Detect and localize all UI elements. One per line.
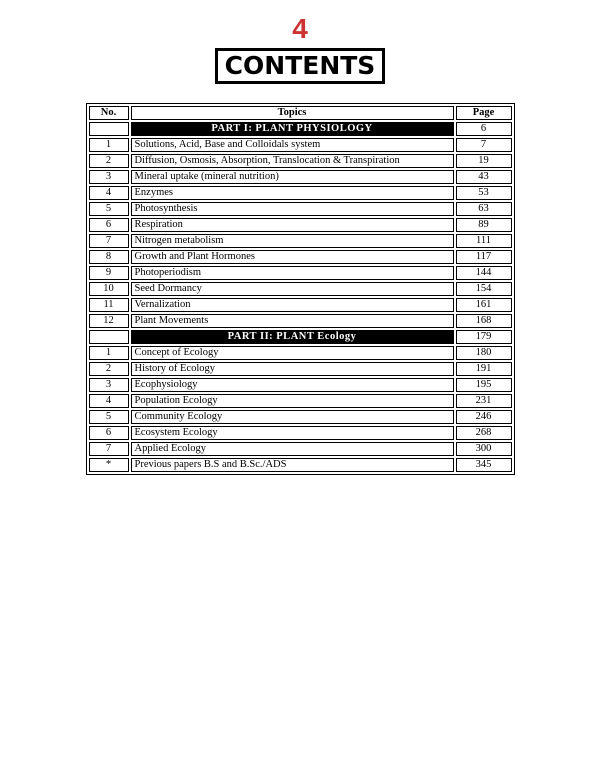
toc-row — [89, 234, 512, 248]
toc-row — [89, 186, 512, 200]
row-number: 4 — [89, 186, 129, 200]
row-page: 19 — [456, 154, 512, 168]
toc-row — [89, 266, 512, 280]
row-page: 43 — [456, 170, 512, 184]
row-number: 1 — [89, 138, 129, 152]
row-page: 246 — [456, 410, 512, 424]
toc-row — [89, 282, 512, 296]
row-topic: Applied Ecology — [131, 442, 454, 456]
row-page: 111 — [456, 234, 512, 248]
row-topic: Photosynthesis — [131, 202, 454, 216]
row-number: 2 — [89, 362, 129, 376]
contents-table — [86, 103, 515, 475]
toc-row — [89, 426, 512, 440]
row-page: 180 — [456, 346, 512, 360]
row-page: 117 — [456, 250, 512, 264]
section-no-cell — [89, 330, 129, 344]
section-heading-row — [89, 330, 512, 344]
row-topic: Mineral uptake (mineral nutrition) — [131, 170, 454, 184]
section-no-cell — [89, 122, 129, 136]
row-number: 5 — [89, 410, 129, 424]
row-number: 1 — [89, 346, 129, 360]
toc-row — [89, 218, 512, 232]
row-topic: Population Ecology — [131, 394, 454, 408]
toc-row — [89, 442, 512, 456]
toc-row — [89, 346, 512, 360]
toc-row — [89, 314, 512, 328]
row-page: 89 — [456, 218, 512, 232]
row-topic: Growth and Plant Hormones — [131, 250, 454, 264]
row-number: 2 — [89, 154, 129, 168]
row-page: 63 — [456, 202, 512, 216]
section-page: 179 — [456, 330, 512, 344]
row-topic: Diffusion, Osmosis, Absorption, Translocation & Transpiration — [131, 154, 454, 168]
row-topic: Ecophysiology — [131, 378, 454, 392]
row-number: 9 — [89, 266, 129, 280]
toc-row — [89, 362, 512, 376]
toc-row — [89, 170, 512, 184]
row-topic: Ecosystem Ecology — [131, 426, 454, 440]
row-topic: Seed Dormancy — [131, 282, 454, 296]
column-header-page: Page — [456, 106, 512, 120]
toc-row — [89, 250, 512, 264]
toc-row — [89, 202, 512, 216]
toc-row — [89, 138, 512, 152]
column-header-no: No. — [89, 106, 129, 120]
row-topic: Vernalization — [131, 298, 454, 312]
column-header-topics: Topics — [131, 106, 454, 120]
row-topic: Plant Movements — [131, 314, 454, 328]
row-number: 7 — [89, 442, 129, 456]
section-heading: PART II: PLANT Ecology — [131, 330, 454, 344]
row-number: 7 — [89, 234, 129, 248]
row-topic: History of Ecology — [131, 362, 454, 376]
row-page: 154 — [456, 282, 512, 296]
table-header-row — [89, 106, 512, 120]
row-number: 10 — [89, 282, 129, 296]
row-number: 4 — [89, 394, 129, 408]
row-page: 144 — [456, 266, 512, 280]
title-container — [0, 48, 600, 84]
section-heading-row — [89, 122, 512, 136]
row-page: 7 — [456, 138, 512, 152]
row-topic: Community Ecology — [131, 410, 454, 424]
toc-row — [89, 378, 512, 392]
section-page: 6 — [456, 122, 512, 136]
row-number: 12 — [89, 314, 129, 328]
row-number: 3 — [89, 378, 129, 392]
toc-row — [89, 410, 512, 424]
row-topic: Solutions, Acid, Base and Colloidals system — [131, 138, 454, 152]
row-topic: Enzymes — [131, 186, 454, 200]
row-topic: Respiration — [131, 218, 454, 232]
page-title: CONTENTS — [215, 48, 386, 84]
row-page: 195 — [456, 378, 512, 392]
row-topic: Photoperiodism — [131, 266, 454, 280]
row-topic: Previous papers B.S and B.Sc./ADS — [131, 458, 454, 472]
toc-row — [89, 458, 512, 472]
row-number: 5 — [89, 202, 129, 216]
row-number: 6 — [89, 426, 129, 440]
row-page: 300 — [456, 442, 512, 456]
row-number: 8 — [89, 250, 129, 264]
row-page: 345 — [456, 458, 512, 472]
row-page: 161 — [456, 298, 512, 312]
row-page: 231 — [456, 394, 512, 408]
row-topic: Concept of Ecology — [131, 346, 454, 360]
section-heading: PART I: PLANT PHYSIOLOGY — [131, 122, 454, 136]
row-number: 6 — [89, 218, 129, 232]
toc-row — [89, 394, 512, 408]
page-number: 4 — [292, 13, 308, 44]
row-number: * — [89, 458, 129, 472]
row-number: 11 — [89, 298, 129, 312]
row-page: 168 — [456, 314, 512, 328]
row-page: 191 — [456, 362, 512, 376]
row-page: 268 — [456, 426, 512, 440]
row-number: 3 — [89, 170, 129, 184]
row-page: 53 — [456, 186, 512, 200]
toc-row — [89, 298, 512, 312]
row-topic: Nitrogen metabolism — [131, 234, 454, 248]
toc-row — [89, 154, 512, 168]
